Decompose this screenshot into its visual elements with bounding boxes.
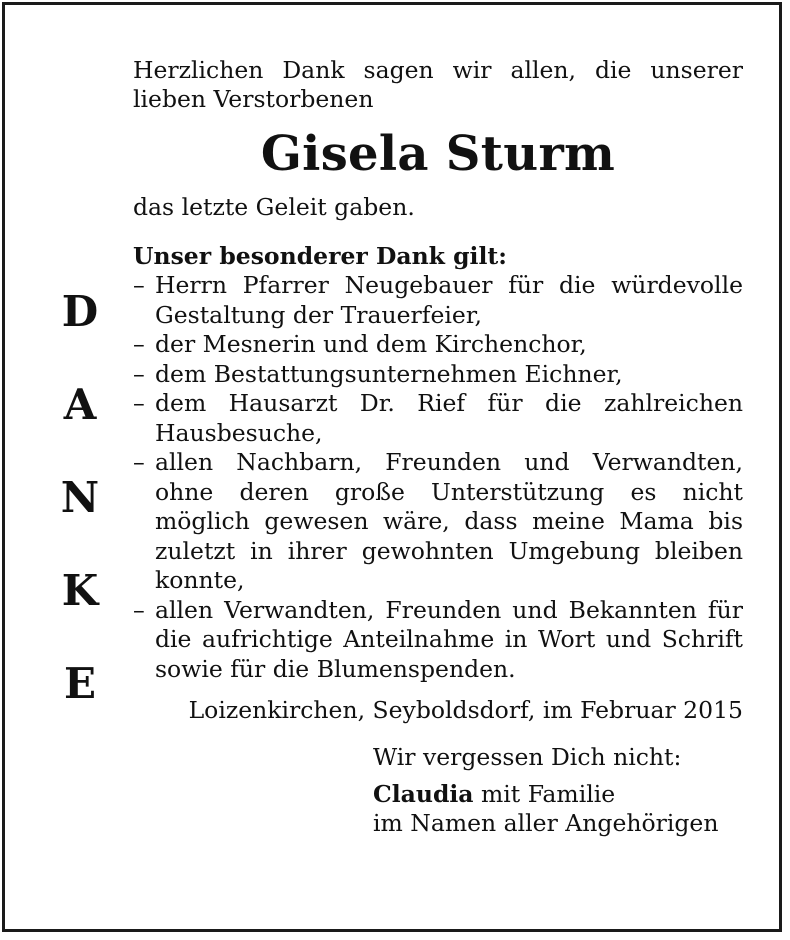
danke-letter: K [61,566,99,615]
place-date: Loizenkirchen, Seyboldsdorf, im Februar 2015 [188,696,743,724]
signer-name: Claudia [373,780,474,808]
dash-marker: – [133,271,145,299]
thanks-item-text: dem Bestattungsunternehmen Eichner, [155,359,623,388]
thanks-item-text: Herrn Pfarrer Neugebauer für die würdevolle Gestaltung der Trauerfeier, [155,271,743,329]
notice-content [133,56,743,838]
thanks-item [133,389,743,448]
dash-marker: – [133,595,145,624]
thanks-item [133,330,743,360]
signature-block [373,743,743,838]
signer-line-2: im Namen aller Angehörigen [373,809,719,837]
thanks-item [133,271,743,330]
outro-text: das letzte Geleit gaben. [133,193,415,221]
thanks-item-text: allen Verwandten, Freunden und Bekannten für die aufrichtige Anteilnahme in Wort und Schrift sowie für die Blumenspenden. [155,595,743,683]
thanks-item [133,360,743,390]
dash-marker: – [133,389,145,417]
thanks-item [133,448,743,596]
signer-suffix: mit Familie [473,780,616,808]
danke-letter: E [63,659,96,708]
danke-letter: A [63,380,97,429]
signer-line [373,780,743,809]
danke-vertical-word [55,283,105,748]
danke-letter: N [60,473,100,522]
thanks-item [133,596,743,685]
dash-marker: – [133,448,145,476]
thanks-item-text: dem Hausarzt Dr. Rief für die zahlreichen Hausbesuche, [155,389,743,447]
thanks-heading: Unser besonderer Dank gilt: [133,242,507,270]
dash-marker: – [133,359,145,388]
remember-line: Wir vergessen Dich nicht: [373,743,682,771]
deceased-name: Gisela Sturm [260,126,616,182]
intro-text: Herzlichen Dank sagen wir allen, die unserer lieben Verstorbenen [133,56,743,113]
danke-letter: D [61,287,99,336]
dash-marker: – [133,330,145,358]
thanks-item-text: allen Nachbarn, Freunden und Verwandten, ohne deren große Unterstützung es nicht möglich gewesen wäre, dass meine Mama bis zuletzt in ihrer gewohnten Umgebung bleiben konnte, [155,448,743,594]
thanks-list [133,271,743,684]
thanks-item-text: der Mesnerin und dem Kirchenchor, [155,330,587,358]
